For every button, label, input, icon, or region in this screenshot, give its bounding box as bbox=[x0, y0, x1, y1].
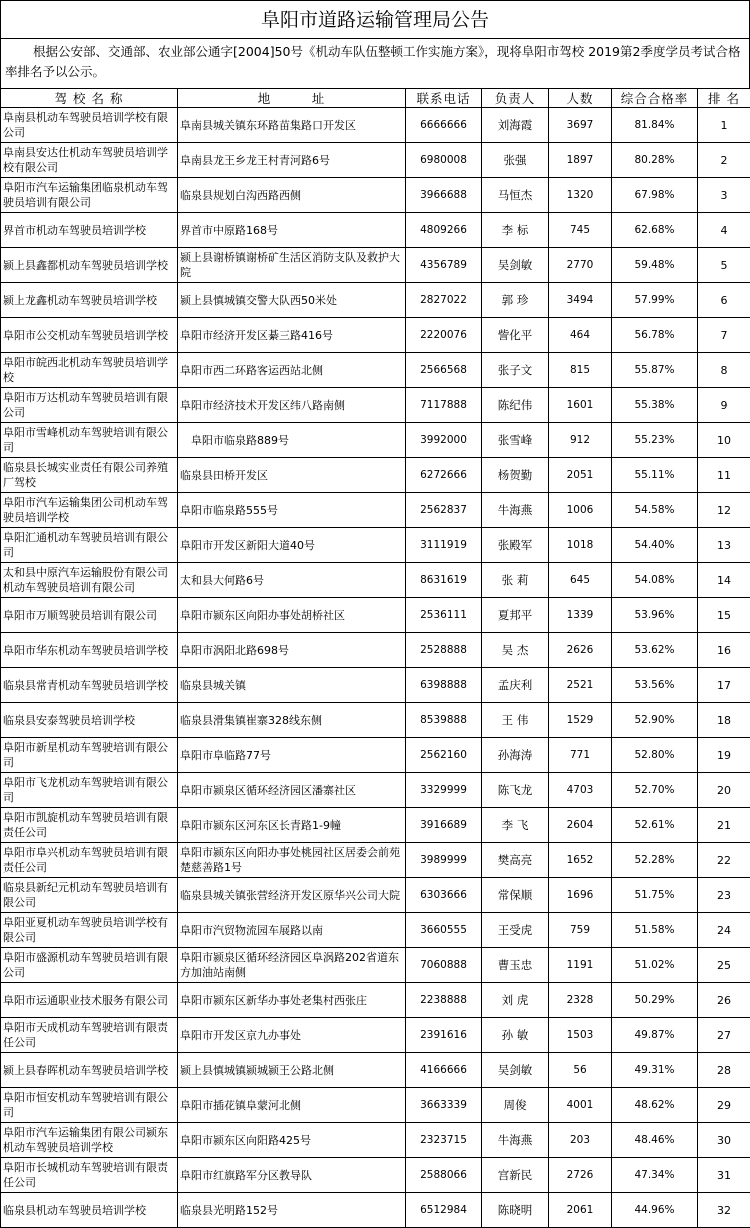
cell-count: 2051 bbox=[549, 458, 612, 493]
cell-school-name: 临泉县常青机动车驾驶员培训学校 bbox=[1, 668, 178, 703]
table-row bbox=[1, 668, 750, 703]
header-address: 地 址 bbox=[178, 89, 406, 108]
cell-phone: 7117888 bbox=[406, 388, 482, 423]
cell-count: 1339 bbox=[549, 598, 612, 633]
cell-manager: 孙海涛 bbox=[482, 738, 549, 773]
cell-phone: 8539888 bbox=[406, 703, 482, 738]
cell-manager: 李 标 bbox=[482, 213, 549, 248]
cell-rank: 12 bbox=[698, 493, 750, 528]
cell-address: 阜阳市涡阳北路698号 bbox=[178, 633, 406, 668]
cell-phone: 2536111 bbox=[406, 598, 482, 633]
cell-phone: 6512984 bbox=[406, 1193, 482, 1228]
cell-pass-rate: 49.31% bbox=[612, 1053, 698, 1088]
cell-pass-rate: 80.28% bbox=[612, 143, 698, 178]
cell-pass-rate: 55.87% bbox=[612, 353, 698, 388]
cell-phone: 2566568 bbox=[406, 353, 482, 388]
cell-rank: 13 bbox=[698, 528, 750, 563]
cell-school-name: 阜阳市阜兴机动车驾驶员培训有限责任公司 bbox=[1, 843, 178, 878]
cell-rank: 21 bbox=[698, 808, 750, 843]
cell-address: 阜阳市红旗路军分区教导队 bbox=[178, 1158, 406, 1193]
cell-pass-rate: 52.90% bbox=[612, 703, 698, 738]
cell-manager: 刘海霞 bbox=[482, 108, 549, 143]
cell-school-name: 阜阳市万达机动车驾驶员培训有限公司 bbox=[1, 388, 178, 423]
cell-pass-rate: 54.58% bbox=[612, 493, 698, 528]
cell-rank: 17 bbox=[698, 668, 750, 703]
header-school-name: 驾 校 名 称 bbox=[1, 89, 178, 108]
cell-address: 临泉县规划白沟西路西侧 bbox=[178, 178, 406, 213]
cell-manager: 孟庆利 bbox=[482, 668, 549, 703]
cell-count: 771 bbox=[549, 738, 612, 773]
cell-address: 阜阳市颍泉区循环经济园区阜涡路202省道东方加油站南侧 bbox=[178, 948, 406, 983]
cell-manager: 杨贺勤 bbox=[482, 458, 549, 493]
cell-pass-rate: 50.29% bbox=[612, 983, 698, 1018]
cell-school-name: 阜阳市皖西北机动车驾驶员培训学校 bbox=[1, 353, 178, 388]
cell-address: 阜阳市颍东区向阳路425号 bbox=[178, 1123, 406, 1158]
cell-address: 阜阳市临泉路889号 bbox=[178, 423, 406, 458]
cell-phone: 2391616 bbox=[406, 1018, 482, 1053]
table-row bbox=[1, 1158, 750, 1193]
cell-pass-rate: 54.08% bbox=[612, 563, 698, 598]
cell-manager: 周俊 bbox=[482, 1088, 549, 1123]
cell-pass-rate: 53.56% bbox=[612, 668, 698, 703]
cell-rank: 7 bbox=[698, 318, 750, 353]
table-row bbox=[1, 423, 750, 458]
cell-count: 4001 bbox=[549, 1088, 612, 1123]
cell-pass-rate: 53.96% bbox=[612, 598, 698, 633]
cell-school-name: 临泉县机动车驾驶员培训学校 bbox=[1, 1193, 178, 1228]
cell-school-name: 阜阳汇通机动车驾驶员培训有限公司 bbox=[1, 528, 178, 563]
cell-school-name: 阜阳市恒安机动车驾驶培训有限公司 bbox=[1, 1088, 178, 1123]
cell-phone: 8631619 bbox=[406, 563, 482, 598]
cell-rank: 4 bbox=[698, 213, 750, 248]
cell-phone: 3111919 bbox=[406, 528, 482, 563]
cell-rank: 32 bbox=[698, 1193, 750, 1228]
cell-count: 203 bbox=[549, 1123, 612, 1158]
cell-manager: 宫新民 bbox=[482, 1158, 549, 1193]
cell-address: 临泉县光明路152号 bbox=[178, 1193, 406, 1228]
cell-manager: 陈飞龙 bbox=[482, 773, 549, 808]
cell-school-name: 阜阳市万顺驾驶员培训有限公司 bbox=[1, 598, 178, 633]
cell-address: 颍上县慎城镇交警大队西50米处 bbox=[178, 283, 406, 318]
cell-school-name: 临泉县长城实业责任有限公司养殖厂驾校 bbox=[1, 458, 178, 493]
table-row bbox=[1, 388, 750, 423]
cell-school-name: 阜南县机动车驾驶员培训学校有限公司 bbox=[1, 108, 178, 143]
cell-manager: 王受虎 bbox=[482, 913, 549, 948]
cell-rank: 10 bbox=[698, 423, 750, 458]
cell-pass-rate: 51.02% bbox=[612, 948, 698, 983]
cell-manager: 刘 虎 bbox=[482, 983, 549, 1018]
cell-count: 745 bbox=[549, 213, 612, 248]
cell-rank: 20 bbox=[698, 773, 750, 808]
table-row bbox=[1, 738, 750, 773]
cell-count: 1696 bbox=[549, 878, 612, 913]
cell-address: 阜阳市颍东区新华办事处老集村西张庄 bbox=[178, 983, 406, 1018]
cell-manager: 张殿军 bbox=[482, 528, 549, 563]
cell-count: 815 bbox=[549, 353, 612, 388]
cell-pass-rate: 55.11% bbox=[612, 458, 698, 493]
cell-pass-rate: 52.61% bbox=[612, 808, 698, 843]
cell-count: 56 bbox=[549, 1053, 612, 1088]
cell-rank: 8 bbox=[698, 353, 750, 388]
cell-address: 临泉县城关镇张营经济开发区原华兴公司大院 bbox=[178, 878, 406, 913]
cell-school-name: 阜阳亚夏机动车驾驶员培训学校有限公司 bbox=[1, 913, 178, 948]
cell-school-name: 颍上龙鑫机动车驾驶员培训学校 bbox=[1, 283, 178, 318]
cell-pass-rate: 62.68% bbox=[612, 213, 698, 248]
cell-rank: 23 bbox=[698, 878, 750, 913]
table-row bbox=[1, 283, 750, 318]
cell-count: 2061 bbox=[549, 1193, 612, 1228]
cell-school-name: 阜阳市华东机动车驾驶员培训学校 bbox=[1, 633, 178, 668]
cell-address: 阜南县城关镇东环路苗集路口开发区 bbox=[178, 108, 406, 143]
cell-manager: 牛海燕 bbox=[482, 1123, 549, 1158]
cell-count: 1503 bbox=[549, 1018, 612, 1053]
cell-phone: 4166666 bbox=[406, 1053, 482, 1088]
cell-count: 2328 bbox=[549, 983, 612, 1018]
cell-rank: 22 bbox=[698, 843, 750, 878]
cell-school-name: 阜阳市天成机动车驾驶培训有限责任公司 bbox=[1, 1018, 178, 1053]
cell-address: 阜阳市汽贸物流园车展路以南 bbox=[178, 913, 406, 948]
cell-manager: 张 莉 bbox=[482, 563, 549, 598]
table-row bbox=[1, 1193, 750, 1228]
cell-pass-rate: 44.96% bbox=[612, 1193, 698, 1228]
cell-phone: 6666666 bbox=[406, 108, 482, 143]
ranking-table bbox=[0, 88, 750, 1228]
table-row bbox=[1, 1088, 750, 1123]
cell-manager: 夏邦平 bbox=[482, 598, 549, 633]
cell-address: 阜阳市颍东区河东区长青路1-9幢 bbox=[178, 808, 406, 843]
table-row bbox=[1, 843, 750, 878]
cell-pass-rate: 48.46% bbox=[612, 1123, 698, 1158]
table-row bbox=[1, 143, 750, 178]
cell-phone: 2220076 bbox=[406, 318, 482, 353]
cell-school-name: 颍上县春晖机动车驾驶员培训学校 bbox=[1, 1053, 178, 1088]
cell-rank: 24 bbox=[698, 913, 750, 948]
page-title: 阜阳市道路运输管理局公告 bbox=[0, 0, 750, 38]
cell-manager: 郭 珍 bbox=[482, 283, 549, 318]
cell-school-name: 阜阳市雪峰机动车驾驶培训有限公司 bbox=[1, 423, 178, 458]
table-row bbox=[1, 1123, 750, 1158]
table-row bbox=[1, 213, 750, 248]
cell-manager: 樊高亮 bbox=[482, 843, 549, 878]
cell-phone: 7060888 bbox=[406, 948, 482, 983]
cell-count: 3697 bbox=[549, 108, 612, 143]
cell-count: 2770 bbox=[549, 248, 612, 283]
cell-phone: 2562837 bbox=[406, 493, 482, 528]
table-row bbox=[1, 1018, 750, 1053]
cell-count: 645 bbox=[549, 563, 612, 598]
header-pass-rate: 综合合格率 bbox=[612, 89, 698, 108]
header-rank: 排 名 bbox=[698, 89, 750, 108]
cell-school-name: 阜阳市汽车运输集团临泉机动车驾驶员培训有限公司 bbox=[1, 178, 178, 213]
cell-school-name: 阜阳市飞龙机动车驾驶培训有限公司 bbox=[1, 773, 178, 808]
cell-pass-rate: 55.38% bbox=[612, 388, 698, 423]
cell-phone: 4809266 bbox=[406, 213, 482, 248]
cell-phone: 6980008 bbox=[406, 143, 482, 178]
cell-school-name: 界首市机动车驾驶员培训学校 bbox=[1, 213, 178, 248]
cell-rank: 27 bbox=[698, 1018, 750, 1053]
cell-school-name: 临泉县安泰驾驶员培训学校 bbox=[1, 703, 178, 738]
cell-pass-rate: 49.87% bbox=[612, 1018, 698, 1053]
cell-pass-rate: 52.80% bbox=[612, 738, 698, 773]
header-phone: 联系电话 bbox=[406, 89, 482, 108]
cell-address: 阜阳市经济技术开发区纬八路南侧 bbox=[178, 388, 406, 423]
cell-pass-rate: 54.40% bbox=[612, 528, 698, 563]
cell-phone: 6303666 bbox=[406, 878, 482, 913]
cell-school-name: 阜阳市盛源机动车驾驶员培训有限公司 bbox=[1, 948, 178, 983]
table-row bbox=[1, 318, 750, 353]
cell-manager: 訾化平 bbox=[482, 318, 549, 353]
cell-manager: 王 伟 bbox=[482, 703, 549, 738]
cell-school-name: 颍上县鑫都机动车驾驶员培训学校 bbox=[1, 248, 178, 283]
table-row bbox=[1, 948, 750, 983]
table-row bbox=[1, 598, 750, 633]
cell-rank: 19 bbox=[698, 738, 750, 773]
cell-count: 1529 bbox=[549, 703, 612, 738]
cell-manager: 陈纪伟 bbox=[482, 388, 549, 423]
cell-school-name: 阜阳市长城机动车驾驶培训有限责任公司 bbox=[1, 1158, 178, 1193]
cell-count: 1018 bbox=[549, 528, 612, 563]
table-row bbox=[1, 353, 750, 388]
table-row bbox=[1, 878, 750, 913]
cell-pass-rate: 52.70% bbox=[612, 773, 698, 808]
cell-phone: 3329999 bbox=[406, 773, 482, 808]
cell-rank: 5 bbox=[698, 248, 750, 283]
cell-rank: 26 bbox=[698, 983, 750, 1018]
cell-count: 2726 bbox=[549, 1158, 612, 1193]
cell-school-name: 阜阳市汽车运输集团有限公司颍东机动车驾驶员培训学校 bbox=[1, 1123, 178, 1158]
cell-phone: 6398888 bbox=[406, 668, 482, 703]
cell-count: 2626 bbox=[549, 633, 612, 668]
cell-phone: 2588066 bbox=[406, 1158, 482, 1193]
cell-rank: 31 bbox=[698, 1158, 750, 1193]
table-row bbox=[1, 913, 750, 948]
cell-pass-rate: 55.23% bbox=[612, 423, 698, 458]
cell-count: 2604 bbox=[549, 808, 612, 843]
cell-address: 界首市中原路168号 bbox=[178, 213, 406, 248]
table-row bbox=[1, 108, 750, 143]
cell-school-name: 临泉县新纪元机动车驾驶员培训有限公司 bbox=[1, 878, 178, 913]
cell-rank: 6 bbox=[698, 283, 750, 318]
cell-manager: 吴 杰 bbox=[482, 633, 549, 668]
header-count: 人数 bbox=[549, 89, 612, 108]
table-row bbox=[1, 703, 750, 738]
cell-count: 1652 bbox=[549, 843, 612, 878]
cell-manager: 马恒杰 bbox=[482, 178, 549, 213]
cell-address: 阜阳市经济开发区綦三路416号 bbox=[178, 318, 406, 353]
cell-rank: 28 bbox=[698, 1053, 750, 1088]
header-manager: 负责人 bbox=[482, 89, 549, 108]
cell-address: 阜阳市颍东区向阳办事处桃园社区居委会前苑楚慈善路1号 bbox=[178, 843, 406, 878]
cell-count: 3494 bbox=[549, 283, 612, 318]
cell-pass-rate: 47.34% bbox=[612, 1158, 698, 1193]
cell-phone: 6272666 bbox=[406, 458, 482, 493]
cell-manager: 曹玉忠 bbox=[482, 948, 549, 983]
cell-phone: 3916689 bbox=[406, 808, 482, 843]
cell-pass-rate: 59.48% bbox=[612, 248, 698, 283]
cell-address: 阜阳市开发区新阳大道40号 bbox=[178, 528, 406, 563]
cell-count: 1897 bbox=[549, 143, 612, 178]
cell-rank: 1 bbox=[698, 108, 750, 143]
cell-address: 阜阳市插花镇阜蒙河北侧 bbox=[178, 1088, 406, 1123]
cell-phone: 4356789 bbox=[406, 248, 482, 283]
cell-phone: 2323715 bbox=[406, 1123, 482, 1158]
table-row bbox=[1, 808, 750, 843]
cell-rank: 25 bbox=[698, 948, 750, 983]
cell-phone: 2562160 bbox=[406, 738, 482, 773]
cell-school-name: 阜阳市运通职业技术服务有限公司 bbox=[1, 983, 178, 1018]
cell-address: 临泉县城关镇 bbox=[178, 668, 406, 703]
cell-manager: 牛海燕 bbox=[482, 493, 549, 528]
cell-manager: 张子文 bbox=[482, 353, 549, 388]
cell-count: 1191 bbox=[549, 948, 612, 983]
cell-rank: 2 bbox=[698, 143, 750, 178]
table-row bbox=[1, 178, 750, 213]
cell-school-name: 阜阳市新星机动车驾驶培训有限公司 bbox=[1, 738, 178, 773]
cell-pass-rate: 67.98% bbox=[612, 178, 698, 213]
cell-phone: 3989999 bbox=[406, 843, 482, 878]
cell-address: 临泉县滑集镇崔寨328线东侧 bbox=[178, 703, 406, 738]
cell-pass-rate: 53.62% bbox=[612, 633, 698, 668]
cell-count: 759 bbox=[549, 913, 612, 948]
table-row bbox=[1, 458, 750, 493]
table-row bbox=[1, 633, 750, 668]
cell-rank: 29 bbox=[698, 1088, 750, 1123]
cell-address: 阜阳市颍东区向阳办事处胡桥社区 bbox=[178, 598, 406, 633]
table-row bbox=[1, 528, 750, 563]
cell-manager: 孙 敏 bbox=[482, 1018, 549, 1053]
cell-phone: 2238888 bbox=[406, 983, 482, 1018]
cell-pass-rate: 57.99% bbox=[612, 283, 698, 318]
cell-school-name: 阜阳市公交机动车驾驶员培训学校 bbox=[1, 318, 178, 353]
cell-manager: 吴剑敏 bbox=[482, 1053, 549, 1088]
cell-count: 912 bbox=[549, 423, 612, 458]
cell-rank: 18 bbox=[698, 703, 750, 738]
cell-phone: 3660555 bbox=[406, 913, 482, 948]
cell-manager: 陈晓明 bbox=[482, 1193, 549, 1228]
cell-pass-rate: 51.75% bbox=[612, 878, 698, 913]
cell-phone: 3992000 bbox=[406, 423, 482, 458]
cell-address: 临泉县田桥开发区 bbox=[178, 458, 406, 493]
cell-pass-rate: 48.62% bbox=[612, 1088, 698, 1123]
cell-address: 阜阳市开发区京九办事处 bbox=[178, 1018, 406, 1053]
cell-school-name: 阜阳市汽车运输集团公司机动车驾驶员培训学校 bbox=[1, 493, 178, 528]
table-row bbox=[1, 563, 750, 598]
cell-count: 1601 bbox=[549, 388, 612, 423]
cell-phone: 3966688 bbox=[406, 178, 482, 213]
cell-address: 阜阳市西二环路客运西站北侧 bbox=[178, 353, 406, 388]
table-row bbox=[1, 1053, 750, 1088]
cell-count: 1320 bbox=[549, 178, 612, 213]
cell-manager: 吴剑敏 bbox=[482, 248, 549, 283]
table-row bbox=[1, 248, 750, 283]
cell-pass-rate: 81.84% bbox=[612, 108, 698, 143]
cell-manager: 张雪峰 bbox=[482, 423, 549, 458]
cell-address: 阜南县龙王乡龙王村青河路6号 bbox=[178, 143, 406, 178]
cell-school-name: 太和县中原汽车运输股份有限公司机动车驾驶员培训有限公司 bbox=[1, 563, 178, 598]
cell-count: 1006 bbox=[549, 493, 612, 528]
table-row bbox=[1, 493, 750, 528]
cell-manager: 张强 bbox=[482, 143, 549, 178]
cell-address: 阜阳市阜临路77号 bbox=[178, 738, 406, 773]
cell-pass-rate: 52.28% bbox=[612, 843, 698, 878]
intro-paragraph: 根据公安部、交通部、农业部公通字[2004]50号《机动车队伍整顿工作实施方案》，现将阜阳市驾校 2019第2季度学员考试合格率排名予以公示。 bbox=[0, 38, 750, 88]
cell-phone: 3663339 bbox=[406, 1088, 482, 1123]
cell-school-name: 阜南县安达仕机动车驾驶员培训学校有限公司 bbox=[1, 143, 178, 178]
cell-rank: 16 bbox=[698, 633, 750, 668]
cell-count: 4703 bbox=[549, 773, 612, 808]
table-header-row bbox=[1, 89, 750, 108]
cell-phone: 2827022 bbox=[406, 283, 482, 318]
cell-rank: 30 bbox=[698, 1123, 750, 1158]
cell-rank: 14 bbox=[698, 563, 750, 598]
cell-rank: 3 bbox=[698, 178, 750, 213]
cell-pass-rate: 51.58% bbox=[612, 913, 698, 948]
cell-address: 颍上县谢桥镇谢桥矿生活区消防支队及救护大院 bbox=[178, 248, 406, 283]
cell-pass-rate: 56.78% bbox=[612, 318, 698, 353]
cell-phone: 2528888 bbox=[406, 633, 482, 668]
cell-rank: 9 bbox=[698, 388, 750, 423]
cell-count: 2521 bbox=[549, 668, 612, 703]
cell-rank: 11 bbox=[698, 458, 750, 493]
cell-manager: 常保顺 bbox=[482, 878, 549, 913]
cell-address: 太和县大何路6号 bbox=[178, 563, 406, 598]
cell-school-name: 阜阳市凯旋机动车驾驶员培训有限责任公司 bbox=[1, 808, 178, 843]
cell-address: 阜阳市临泉路555号 bbox=[178, 493, 406, 528]
table-row bbox=[1, 983, 750, 1018]
cell-rank: 15 bbox=[698, 598, 750, 633]
table-row bbox=[1, 773, 750, 808]
cell-address: 阜阳市颍泉区循环经济园区潘寨社区 bbox=[178, 773, 406, 808]
cell-count: 464 bbox=[549, 318, 612, 353]
cell-address: 颍上县慎城镇颍城颍王公路北侧 bbox=[178, 1053, 406, 1088]
cell-manager: 李 飞 bbox=[482, 808, 549, 843]
